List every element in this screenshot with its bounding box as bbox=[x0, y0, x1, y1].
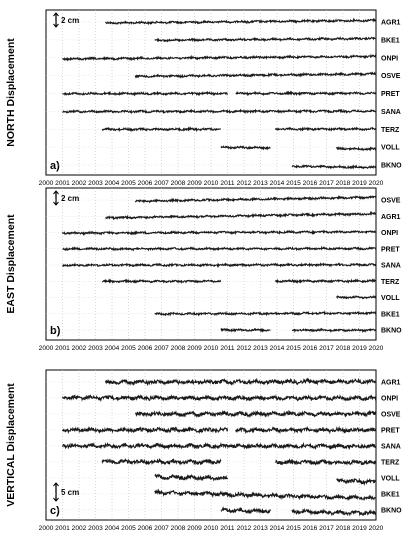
x-tick-label: 2019 bbox=[352, 345, 367, 352]
series-voll bbox=[336, 296, 376, 298]
x-tick-label: 2020 bbox=[368, 525, 384, 532]
series-voll bbox=[221, 146, 271, 149]
x-tick-label: 2000 bbox=[38, 180, 54, 187]
series-osve bbox=[135, 196, 376, 202]
series-sana bbox=[63, 264, 377, 267]
panel-3 bbox=[5, 370, 402, 532]
station-label-terz: TERZ bbox=[381, 459, 400, 467]
x-tick-label: 2020 bbox=[368, 180, 384, 187]
station-label-bke1: BKE1 bbox=[381, 491, 400, 499]
series-agr1 bbox=[105, 19, 376, 24]
series-pret bbox=[236, 428, 376, 433]
x-tick-label: 2011 bbox=[220, 345, 235, 352]
x-tick-label: 2001 bbox=[55, 525, 70, 532]
x-tick-label: 2000 bbox=[38, 525, 54, 532]
x-tick-label: 2006 bbox=[137, 525, 153, 532]
scale-bar-label: 5 cm bbox=[61, 488, 80, 497]
series-bke1 bbox=[155, 491, 376, 500]
x-tick-label: 2004 bbox=[104, 525, 120, 532]
y-axis-label: EAST Displacement bbox=[5, 214, 17, 314]
x-tick-label: 2005 bbox=[121, 345, 136, 352]
x-tick-label: 2013 bbox=[253, 525, 268, 532]
x-tick-label: 2019 bbox=[352, 525, 367, 532]
x-tick-label: 2019 bbox=[352, 180, 367, 187]
panel-2 bbox=[5, 188, 402, 352]
station-label-pret: PRET bbox=[381, 246, 400, 254]
x-tick-label: 2009 bbox=[187, 180, 202, 187]
x-tick-label: 2014 bbox=[269, 180, 285, 187]
x-tick-label: 2005 bbox=[121, 525, 136, 532]
station-label-bke1: BKE1 bbox=[381, 37, 400, 45]
x-tick-label: 2007 bbox=[154, 180, 169, 187]
x-tick-label: 2010 bbox=[203, 180, 219, 187]
x-tick-label: 2013 bbox=[253, 180, 268, 187]
station-label-sana: SANA bbox=[381, 108, 401, 116]
station-label-osve: OSVE bbox=[381, 197, 401, 205]
station-label-agr1: AGR1 bbox=[381, 379, 401, 387]
x-tick-label: 2007 bbox=[154, 345, 169, 352]
station-label-pret: PRET bbox=[381, 91, 400, 98]
x-tick-label: 2016 bbox=[302, 345, 318, 352]
x-tick-label: 2014 bbox=[269, 525, 285, 532]
station-label-onpi: ONPI bbox=[381, 55, 399, 63]
x-tick-label: 2014 bbox=[269, 345, 285, 352]
x-tick-label: 2006 bbox=[137, 180, 153, 187]
series-bkno bbox=[292, 510, 376, 516]
station-label-terz: TERZ bbox=[381, 126, 400, 134]
y-axis-label: VERTICAL Displacement bbox=[5, 383, 17, 507]
station-label-bkno: BKNO bbox=[381, 162, 402, 170]
x-tick-label: 2018 bbox=[335, 345, 351, 352]
panel-label: b) bbox=[50, 325, 61, 337]
station-label-sana: SANA bbox=[381, 262, 401, 270]
x-tick-label: 2009 bbox=[187, 525, 202, 532]
x-tick-label: 2017 bbox=[319, 345, 334, 352]
series-osve bbox=[135, 412, 376, 417]
x-tick-label: 2015 bbox=[286, 345, 301, 352]
station-label-onpi: ONPI bbox=[381, 230, 399, 237]
x-tick-label: 2015 bbox=[286, 525, 301, 532]
x-tick-label: 2011 bbox=[220, 525, 235, 532]
series-agr1 bbox=[105, 213, 376, 219]
x-tick-label: 2004 bbox=[104, 345, 120, 352]
station-label-voll: VOLL bbox=[381, 475, 400, 483]
x-tick-label: 2003 bbox=[88, 180, 103, 187]
x-tick-label: 2006 bbox=[137, 345, 153, 352]
station-label-osve: OSVE bbox=[381, 73, 401, 81]
x-tick-label: 2004 bbox=[104, 180, 120, 187]
series-bkno bbox=[221, 508, 271, 513]
series-osve bbox=[135, 73, 376, 78]
panel-1 bbox=[5, 10, 402, 187]
series-terz bbox=[102, 128, 221, 130]
x-tick-label: 2009 bbox=[187, 345, 202, 352]
series-sana bbox=[63, 110, 377, 113]
station-label-terz: TERZ bbox=[381, 278, 400, 286]
series-voll bbox=[336, 479, 376, 484]
x-tick-label: 2008 bbox=[170, 180, 186, 187]
x-tick-label: 2003 bbox=[88, 345, 103, 352]
x-tick-label: 2002 bbox=[71, 345, 87, 352]
station-label-sana: SANA bbox=[381, 443, 401, 451]
x-tick-label: 2001 bbox=[55, 180, 70, 187]
station-label-agr1: AGR1 bbox=[381, 213, 401, 221]
series-bkno bbox=[221, 329, 271, 331]
station-label-bke1: BKE1 bbox=[381, 311, 400, 319]
station-label-voll: VOLL bbox=[381, 295, 400, 302]
scale-bar-label: 2 cm bbox=[61, 16, 80, 25]
x-tick-label: 2016 bbox=[302, 180, 318, 187]
x-tick-label: 2007 bbox=[154, 525, 169, 532]
x-tick-label: 2010 bbox=[203, 525, 219, 532]
x-tick-label: 2002 bbox=[71, 180, 87, 187]
series-agr1 bbox=[105, 379, 376, 384]
series-terz bbox=[275, 128, 376, 130]
x-tick-label: 2008 bbox=[170, 345, 186, 352]
series-pret bbox=[63, 247, 377, 250]
series-pret bbox=[236, 92, 376, 94]
series-terz bbox=[102, 280, 221, 282]
panel-label: a) bbox=[50, 160, 60, 172]
scale-bar-label: 2 cm bbox=[61, 194, 80, 203]
x-tick-label: 2016 bbox=[302, 525, 318, 532]
station-label-bkno: BKNO bbox=[381, 327, 402, 335]
x-tick-label: 2000 bbox=[38, 345, 54, 352]
x-tick-label: 2018 bbox=[335, 525, 351, 532]
x-tick-label: 2012 bbox=[236, 345, 252, 352]
panel-label: c) bbox=[50, 505, 60, 517]
x-tick-label: 2020 bbox=[368, 345, 384, 352]
x-tick-label: 2015 bbox=[286, 180, 301, 187]
station-label-pret: PRET bbox=[381, 427, 400, 435]
series-voll bbox=[155, 475, 228, 480]
x-tick-label: 2010 bbox=[203, 345, 219, 352]
x-tick-label: 2003 bbox=[88, 525, 103, 532]
station-label-agr1: AGR1 bbox=[381, 19, 401, 27]
x-tick-label: 2017 bbox=[319, 525, 334, 532]
x-tick-label: 2008 bbox=[170, 525, 186, 532]
series-onpi bbox=[63, 231, 377, 234]
x-tick-label: 2011 bbox=[220, 180, 235, 187]
x-tick-label: 2013 bbox=[253, 345, 268, 352]
y-axis-label: NORTH Displacement bbox=[5, 38, 17, 147]
x-tick-label: 2017 bbox=[319, 180, 334, 187]
series-terz bbox=[275, 280, 376, 282]
station-label-bkno: BKNO bbox=[381, 507, 402, 515]
station-label-osve: OSVE bbox=[381, 411, 401, 419]
x-tick-label: 2018 bbox=[335, 180, 351, 187]
station-label-voll: VOLL bbox=[381, 144, 400, 152]
series-voll bbox=[336, 148, 376, 151]
x-tick-label: 2005 bbox=[121, 180, 136, 187]
x-tick-label: 2012 bbox=[236, 180, 252, 187]
series-terz bbox=[275, 460, 376, 465]
series-bkno bbox=[292, 165, 376, 168]
series-bkno bbox=[292, 329, 376, 331]
x-tick-label: 2012 bbox=[236, 525, 252, 532]
x-tick-label: 2001 bbox=[55, 345, 70, 352]
x-tick-label: 2002 bbox=[71, 525, 87, 532]
station-label-onpi: ONPI bbox=[381, 395, 399, 403]
